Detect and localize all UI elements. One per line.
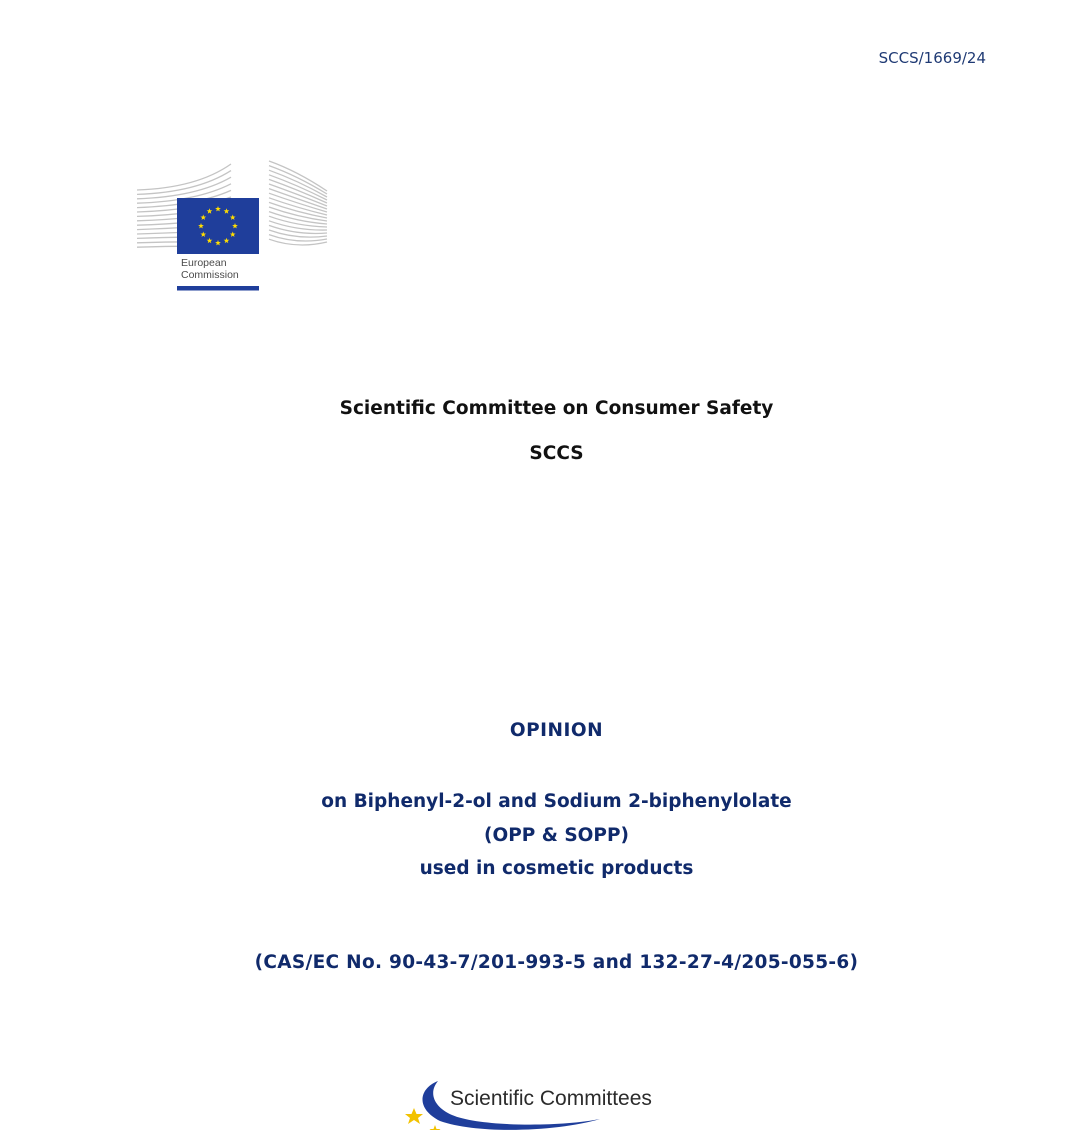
ec-logo-line: European xyxy=(181,257,227,269)
opinion-heading: OPINION xyxy=(509,720,604,741)
subject-line: on Biphenyl-2-ol and Sodium 2-biphenylolate xyxy=(321,791,792,812)
building-line xyxy=(269,235,327,241)
ec-logo-underline xyxy=(177,286,259,291)
building-line xyxy=(137,164,231,190)
ec-logo-wordmark xyxy=(181,257,239,281)
subject-line: used in cosmetic products xyxy=(419,858,694,879)
building-line xyxy=(269,166,327,194)
subject-line: (OPP & SOPP) xyxy=(484,824,629,846)
committee-acronym: SCCS xyxy=(529,443,584,464)
opinion-subject xyxy=(0,785,1080,886)
building-line xyxy=(137,171,231,195)
building-line xyxy=(269,216,327,227)
scientific-committees-logo xyxy=(400,1075,660,1130)
european-commission-logo xyxy=(137,157,329,293)
cas-ec-numbers: (CAS/EC No. 90-43-7/201-993-5 and 132-27-4/205-055-6) xyxy=(254,952,859,973)
scientific-committees-wordmark: Scientific Committees xyxy=(450,1087,652,1110)
star-icon xyxy=(405,1108,423,1124)
committee-name: Scientific Committee on Consumer Safety xyxy=(339,398,774,419)
document-reference: SCCS/1669/24 xyxy=(878,49,986,67)
star-icon xyxy=(430,1125,441,1130)
ec-logo-line: Commission xyxy=(181,269,239,281)
